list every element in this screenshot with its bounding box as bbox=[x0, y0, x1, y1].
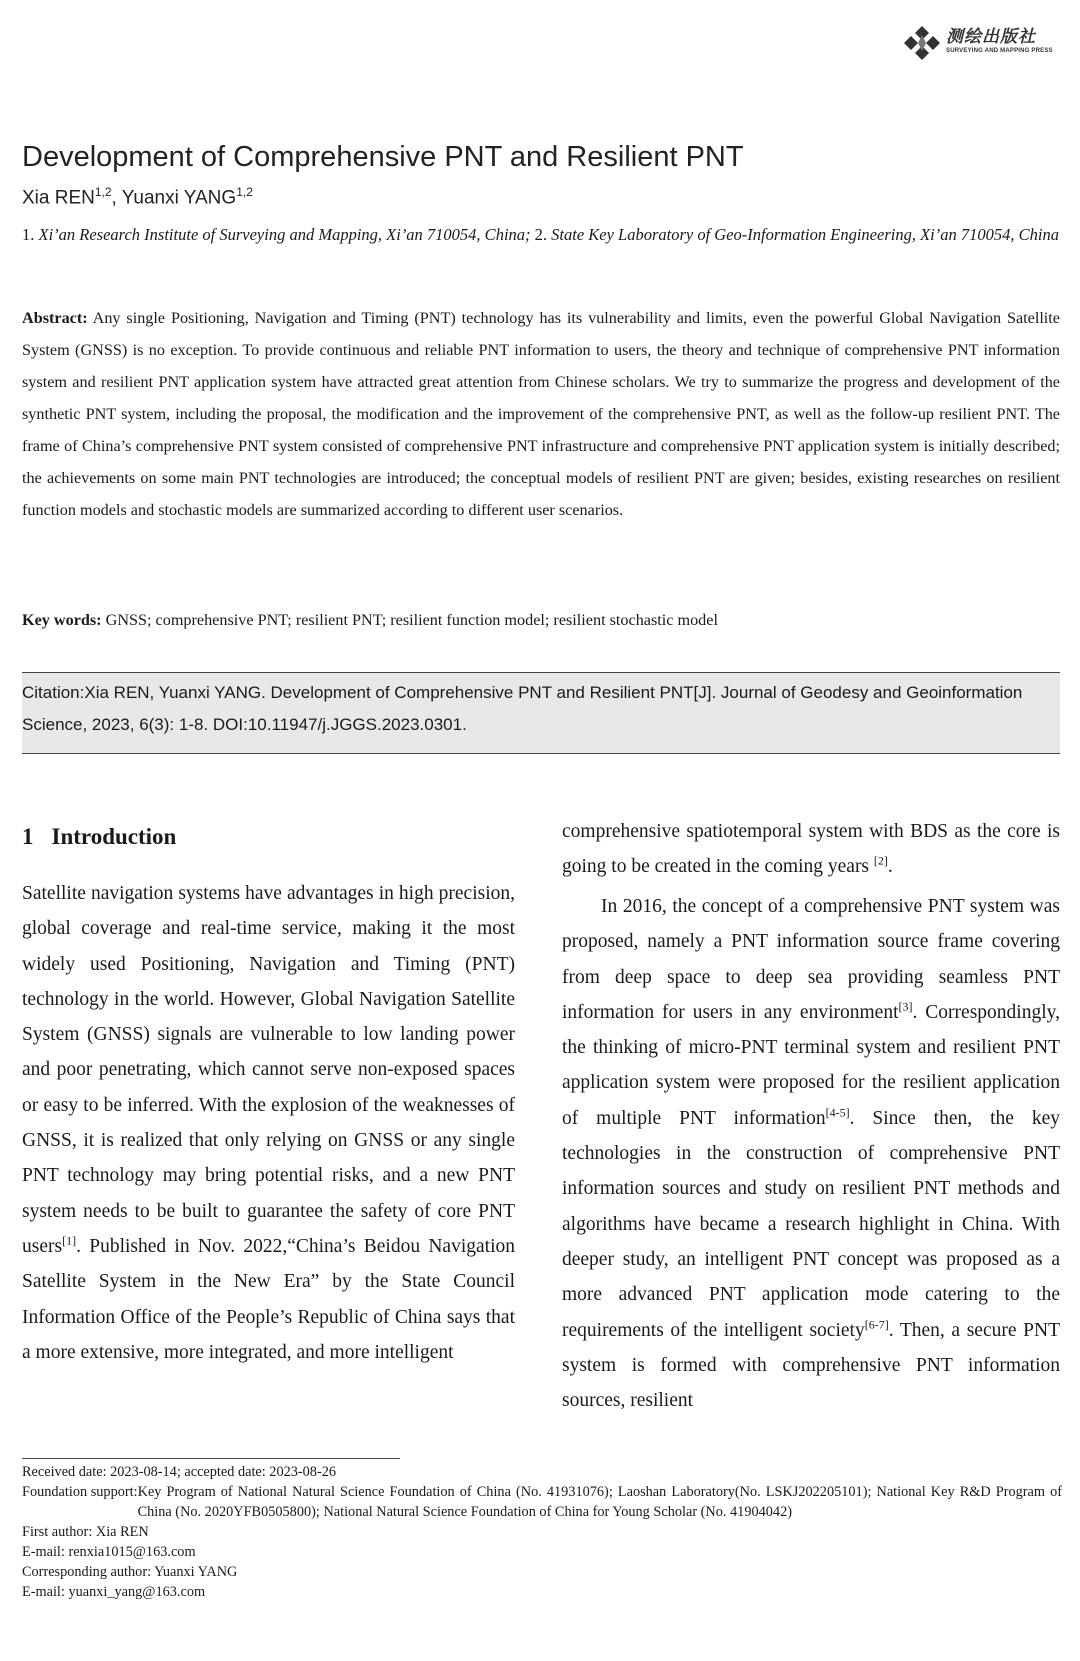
section-number: 1 bbox=[22, 824, 34, 849]
section-title: Introduction bbox=[51, 824, 177, 849]
affiliation-1: Xi’an Research Institute of Surveying and Mapping, Xi’an 710054, China; bbox=[38, 225, 531, 244]
author-name: Yuanxi YANG bbox=[121, 187, 237, 209]
section-heading bbox=[22, 824, 176, 850]
citation-label: Citation: bbox=[22, 683, 85, 702]
abstract bbox=[22, 302, 1060, 526]
keywords-text: GNSS; comprehensive PNT; resilient PNT; resilient function model; resilient stochastic model bbox=[105, 611, 718, 629]
publisher-logo bbox=[902, 20, 1062, 64]
corresponding-author-email[interactable]: E-mail: yuanxi_yang@163.com bbox=[22, 1584, 206, 1600]
citation-ref: [4-5] bbox=[825, 1105, 850, 1120]
foundation-text: Key Program of National Natural Science Foundation of China (No. 41931076); Laoshan Laboratory(No. LSKJ202205101); National Key R&D Program of China (No. 2020YFB0505800); National Natural Science Foundation of China for Young Scholar (No. 41904042) bbox=[137, 1484, 1062, 1520]
publisher-name-en: SURVEYING AND MAPPING PRESS bbox=[946, 48, 1053, 54]
affiliations: 1. Xi’an Research Institute of Surveying and Mapping, Xi’an 710054, China; 2. State Key Laboratory of Geo-Information Engineering, Xi’an 710054, China bbox=[22, 225, 1059, 244]
citation-ref: [1] bbox=[62, 1233, 77, 1248]
citation-ref: [6-7] bbox=[864, 1317, 889, 1332]
citation-ref: [3] bbox=[898, 999, 913, 1014]
publisher-emblem-icon bbox=[902, 24, 942, 62]
intro-paragraph-1: Satellite navigation systems have advantages in high precision, global coverage and real-time service, making it the most widely used Positioning, Navigation and Timing (PNT) technology in the world. However, Global Navigation Satellite System (GNSS) signals are vulnerable to low landing power and poor penetrating, which cannot serve non-exposed spaces or easy to be inferred. With the explosion of the weaknesses of GNSS, it is realized that only relying on GNSS or any single PNT technology may bring potential risks, and a new PNT system needs to be built to guarantee the safety of core PNT users[1]. Published in Nov. 2022,“China’s Beidou Navigation Satellite System in the New Era” by the State Council Information Office of the People’s Republic of China says that a more extensive, more integrated, and more intelligent bbox=[22, 883, 515, 1363]
footnote-divider bbox=[22, 1458, 400, 1459]
intro-paragraph-1-continued: comprehensive spatiotemporal system with BDS as the core is going to be created in the coming years [2]. bbox=[562, 821, 1060, 878]
first-author-email[interactable]: E-mail: renxia1015@163.com bbox=[22, 1544, 196, 1560]
affiliation-2: State Key Laboratory of Geo-Information Engineering, Xi’an 710054, China bbox=[551, 225, 1059, 244]
keywords-label: Key words: bbox=[22, 611, 102, 629]
abstract-text: Any single Positioning, Navigation and Timing (PNT) technology has its vulnerability and limits, even the powerful Global Navigation Satellite System (GNSS) is no exception. To provide continuous and reliable PNT information to users, the theory and technique of comprehensive PNT information system and resilient PNT application system have attracted great attention from Chinese scholars. We try to summarize the progress and development of the synthetic PNT system, including the proposal, the modification and the improvement of the comprehensive PNT, as well as the follow-up resilient PNT. The frame of China’s comprehensive PNT system consisted of comprehensive PNT infrastructure and comprehensive PNT application system is initially described; the achievements on some main PNT technologies are introduced; the conceptual models of resilient PNT are given; besides, existing researches on resilient function models and stochastic models are summarized according to different user scenarios. bbox=[22, 309, 1060, 519]
abstract-label: Abstract: bbox=[22, 309, 88, 327]
foundation-support bbox=[22, 1482, 1062, 1522]
corresponding-author: Corresponding author: Yuanxi YANG bbox=[22, 1564, 238, 1580]
foundation-label: Foundation support: bbox=[22, 1484, 138, 1500]
paper-title: Development of Comprehensive PNT and Resilient PNT bbox=[22, 141, 744, 173]
citation-text: Xia REN, Yuanxi YANG. Development of Comprehensive PNT and Resilient PNT[J]. Journal of Geodesy and Geoinformation Science, 2023, 6(3): 1-8. DOI:10.11947/j.JGGS.2023.0301. bbox=[22, 683, 1023, 734]
author-list: Xia REN$^{1,2}$, Yuanxi YANG$^{1,2}$ bbox=[22, 185, 253, 209]
keywords bbox=[22, 605, 1060, 635]
author-name: Xia REN bbox=[22, 187, 95, 209]
footnotes bbox=[22, 1462, 1062, 1602]
publisher-name-cn: 测绘出版社 bbox=[946, 27, 1036, 47]
intro-paragraph-2: In 2016, the concept of a comprehensive PNT system was proposed, namely a PNT information source frame covering from deep space to deep sea providing seamless PNT information for users in any environment[3]. Correspondingly, the thinking of micro-PNT terminal system and resilient PNT application system were proposed for the resilient application of multiple PNT information[4-5]. Since then, the key technologies in the construction of comprehensive PNT information sources and study on resilient PNT methods and algorithms have became a research highlight in China. With deeper study, an intelligent PNT concept was proposed as a more advanced PNT application mode catering to the requirements of the intelligent society[6-7]. Then, a secure PNT system is formed with comprehensive PNT information sources, resilient bbox=[562, 896, 1060, 1412]
citation-box bbox=[22, 672, 1060, 754]
citation-ref: [2] bbox=[873, 853, 888, 868]
received-date: Received date: 2023-08-14; accepted date: 2023-08-26 bbox=[22, 1464, 337, 1480]
first-author: First author: Xia REN bbox=[22, 1524, 149, 1540]
author-affil-mark: 1,2 bbox=[236, 185, 253, 199]
author-affil-mark: 1,2 bbox=[94, 185, 112, 199]
